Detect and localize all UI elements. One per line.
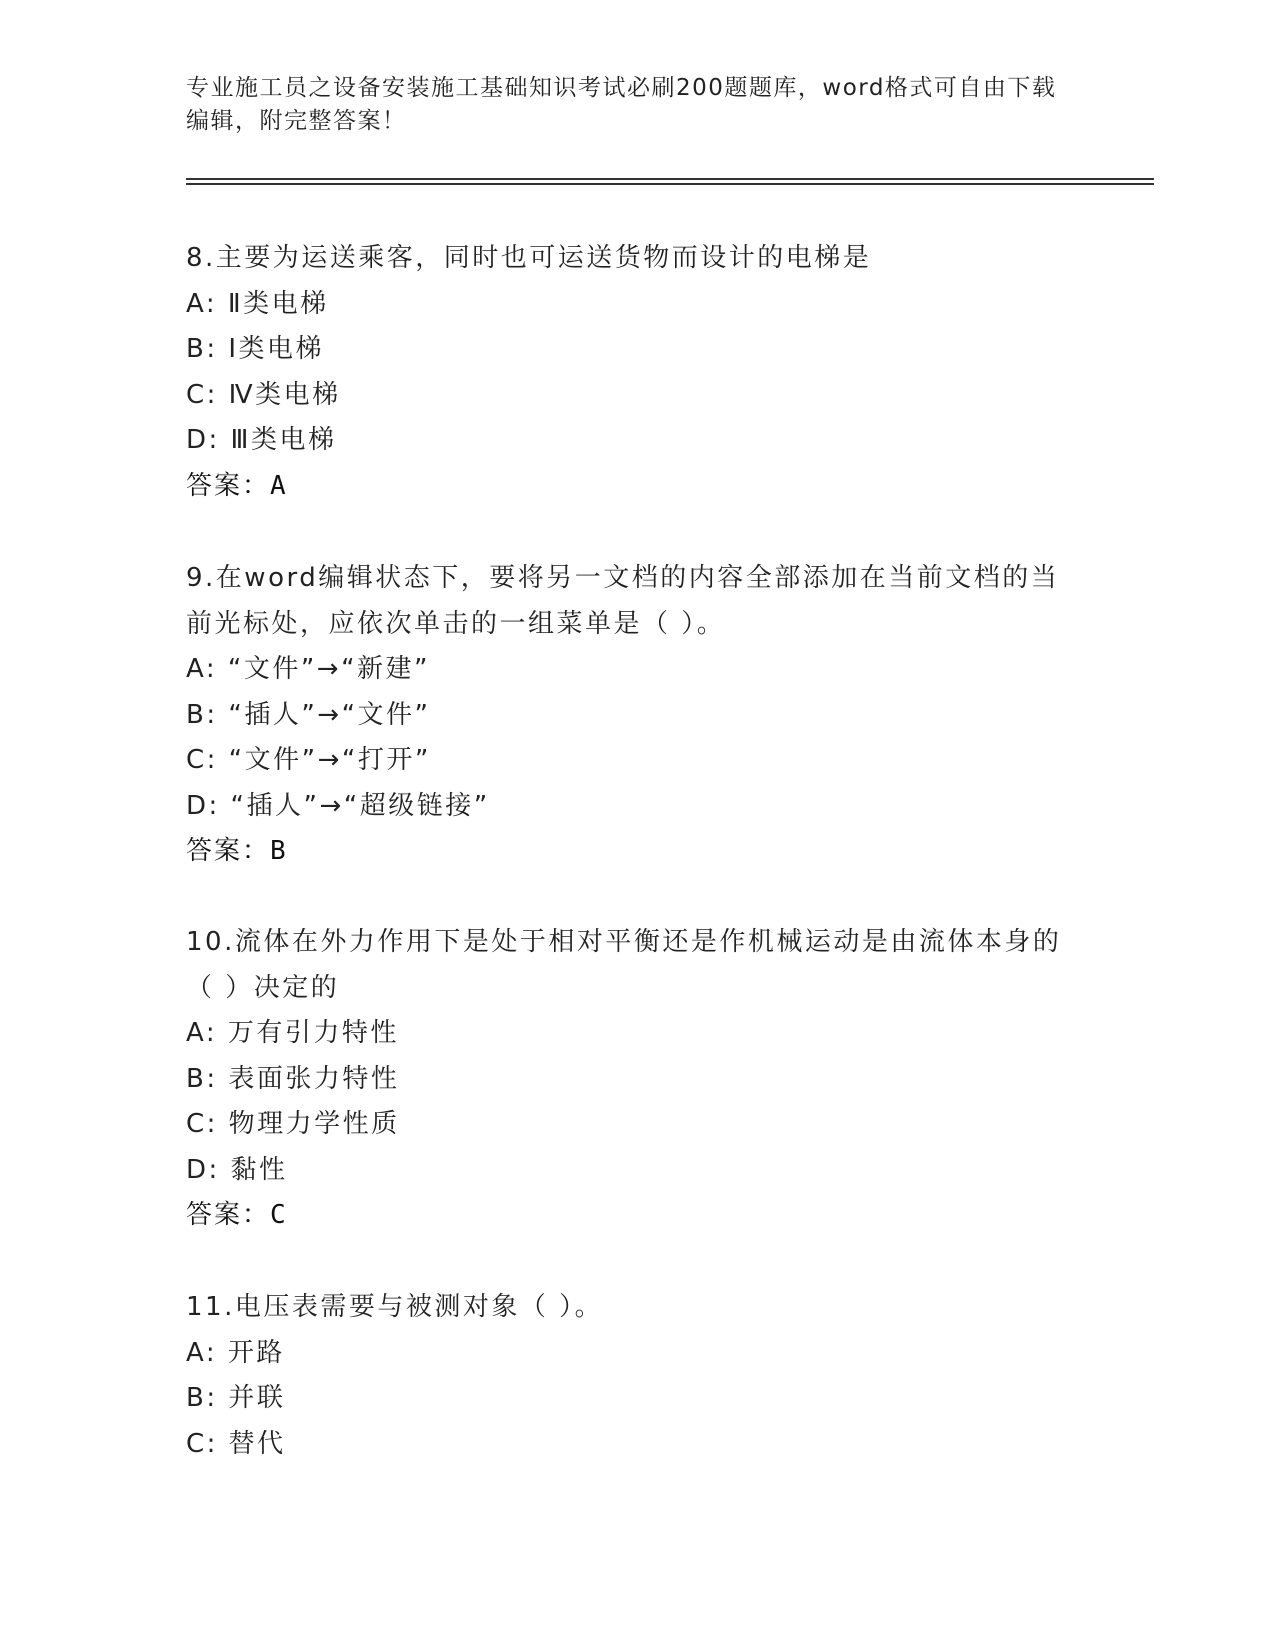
option-a: A: 开路 bbox=[186, 1337, 285, 1368]
question-stem-line-2: （ ）决定的 bbox=[186, 972, 340, 1003]
option-c: C: “文件”→“打开” bbox=[186, 745, 431, 775]
answer-line bbox=[186, 464, 1086, 510]
option-b: B: Ⅰ类电梯 bbox=[186, 334, 325, 364]
header-divider-top bbox=[186, 178, 1154, 180]
answer-line bbox=[186, 829, 1086, 875]
question-stem-line-2: 前光标处，应依次单击的一组菜单是（ ）。 bbox=[186, 608, 726, 639]
question-stem: 8.主要为运送乘客，同时也可运送货物而设计的电梯是 bbox=[186, 243, 872, 273]
answer-label: 答案： bbox=[186, 1200, 271, 1230]
question-stem-line-1: 10.流体在外力作用下是处于相对平衡还是作机械运动是由流体本身的 bbox=[186, 927, 1062, 957]
option-b: B: 并联 bbox=[186, 1383, 286, 1413]
option-d: D: Ⅲ类电梯 bbox=[186, 425, 337, 455]
option-a: A: Ⅱ类电梯 bbox=[186, 288, 329, 319]
answer-label: 答案： bbox=[186, 470, 271, 501]
question-10 bbox=[186, 920, 1086, 1239]
question-9 bbox=[186, 556, 1086, 875]
header-title-line-2: 编辑，附完整答案！ bbox=[186, 108, 407, 134]
question-stem-line-1: 9.在word编辑状态下，要将另一文档的内容全部添加在当前文档的当 bbox=[186, 563, 1060, 593]
answer-value: C bbox=[270, 1200, 288, 1230]
question-stem: 11.电压表需要与被测对象（ ）。 bbox=[186, 1292, 604, 1322]
answer-label: 答案： bbox=[186, 836, 271, 866]
option-d: D: 黏性 bbox=[186, 1154, 288, 1185]
header-divider-bottom bbox=[186, 183, 1154, 185]
option-c: C: 替代 bbox=[186, 1428, 286, 1459]
answer-value: B bbox=[270, 836, 288, 866]
option-c: C: Ⅳ类电梯 bbox=[186, 379, 341, 410]
option-b: B: “插人”→“文件” bbox=[186, 699, 431, 730]
option-c: C: 物理力学性质 bbox=[186, 1109, 400, 1139]
option-b: B: 表面张力特性 bbox=[186, 1063, 400, 1094]
option-d: D: “插人”→“超级链接” bbox=[186, 790, 490, 821]
question-11 bbox=[186, 1285, 1086, 1467]
header-title-line-1: 专业施工员之设备安装施工基础知识考试必刷200题题库，word格式可自由下载 bbox=[186, 75, 1057, 101]
option-a: A: 万有引力特性 bbox=[186, 1018, 399, 1048]
document-header bbox=[186, 72, 1066, 138]
question-8 bbox=[186, 236, 1086, 509]
answer-line bbox=[186, 1193, 1086, 1239]
answer-value: A bbox=[270, 470, 288, 501]
option-a: A: “文件”→“新建” bbox=[186, 654, 431, 684]
